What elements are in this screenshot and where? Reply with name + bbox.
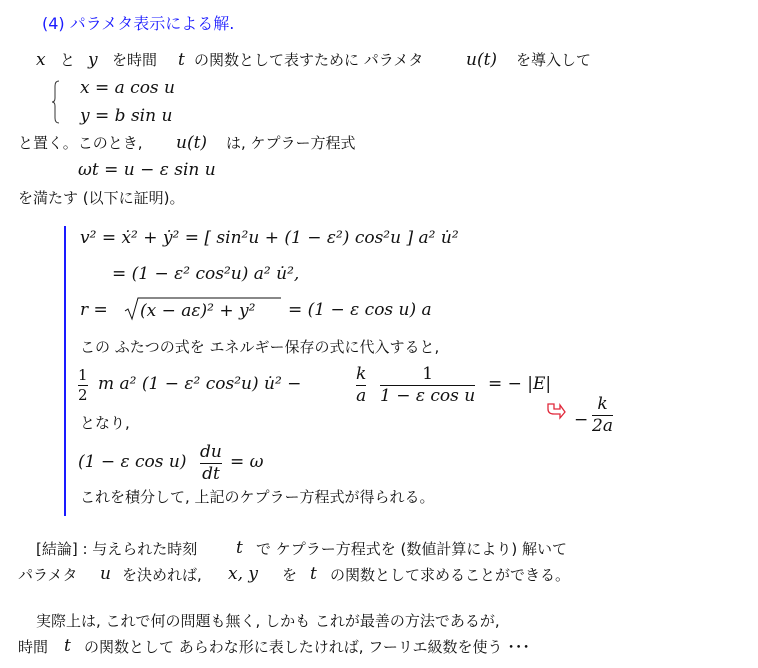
oku-text-2: は, ケプラー方程式 <box>226 134 356 152</box>
frac-du-dt: du dt <box>200 442 222 484</box>
remark-line1: 実際上は, これで何の問題も無く, しかも これが最善の方法であるが, <box>36 612 500 630</box>
intro-to: と <box>60 51 76 69</box>
proof-line-velocity: v² = ẋ² + ẏ² = [ sin²u + (1 − ε²) cos²u ] a² u̇² <box>80 228 459 248</box>
conclusion-line2-d: の関数として求めることができる。 <box>330 566 571 584</box>
conclusion-line1-a: [結論] : 与えられた時刻 <box>36 540 198 558</box>
proof-energy-rhs: = − |E| <box>488 374 552 394</box>
proof-ode-lhs: (1 − ε cos u) <box>78 452 187 472</box>
conclusion-t1: t <box>236 538 243 558</box>
frac-k-over-a: k a <box>356 364 367 406</box>
remark-line2-a: 時間 <box>18 638 49 656</box>
eq-y-bsin: y = b sin u <box>80 106 173 126</box>
left-brace <box>52 80 60 124</box>
var-x: x <box>36 50 46 70</box>
conclusion-line1-b: で ケプラー方程式を (数値計算により) 解いて <box>256 540 568 558</box>
section-title: (4) パラメタ表示による解. <box>42 14 235 33</box>
kepler-equation: ωt = u − ε sin u <box>78 160 216 180</box>
intro-kansuu: の関数として表すために パラメタ <box>194 51 424 69</box>
conclusion-u: u <box>100 564 111 584</box>
frac-one-over-denom: 1 1 − ε cos u <box>380 364 476 406</box>
param-ut: u(t) <box>466 50 498 70</box>
remark-t: t <box>64 636 71 656</box>
satisfy-text: を満たす (以下に証明)。 <box>18 189 185 207</box>
conclusion-xy: x, y <box>228 564 258 584</box>
var-y: y <box>88 50 98 70</box>
remark-line2-b: の関数として あらわな形に表したければ, フーリエ級数を使う ･･･ <box>84 638 530 656</box>
proof-vertical-bar <box>64 226 66 516</box>
proof-line-velocity-2: = (1 − ε² cos²u) a² u̇², <box>112 264 300 284</box>
conclusion-line2-c: を <box>282 566 298 584</box>
intro-jikan: を時間 <box>112 51 158 69</box>
proof-narinuri: となり, <box>80 414 130 432</box>
conclusion-t2: t <box>310 564 317 584</box>
proof-energy-kinetic: m a² (1 − ε² cos²u) u̇² − <box>98 374 302 394</box>
proof-r-rhs: = (1 − ε cos u) a <box>288 300 432 320</box>
proof-substitute-text: この ふたつの式を エネルギー保存の式に代入すると, <box>80 338 440 356</box>
intro-dounyu: を導入して <box>516 51 592 69</box>
var-t: t <box>178 50 185 70</box>
oku-ut: u(t) <box>176 133 208 153</box>
hollow-arrow-icon <box>546 402 566 424</box>
proof-ode-rhs: = ω <box>230 452 264 472</box>
side-minus: − <box>574 410 589 430</box>
proof-integrate-text: これを積分して, 上記のケプラー方程式が得られる。 <box>80 488 435 506</box>
proof-r-lhs: r = <box>80 300 108 320</box>
conclusion-line2-b: を決めれば, <box>122 566 202 584</box>
proof-r-radicand: (x − aε)² + y² <box>140 301 256 321</box>
frac-one-half: 1 2 <box>78 366 88 404</box>
frac-k-over-2a: k 2a <box>592 394 613 436</box>
eq-x-acos: x = a cos u <box>80 78 176 98</box>
oku-text-1: と置く。このとき, <box>18 134 143 152</box>
conclusion-line2-a: パラメタ <box>18 566 78 584</box>
